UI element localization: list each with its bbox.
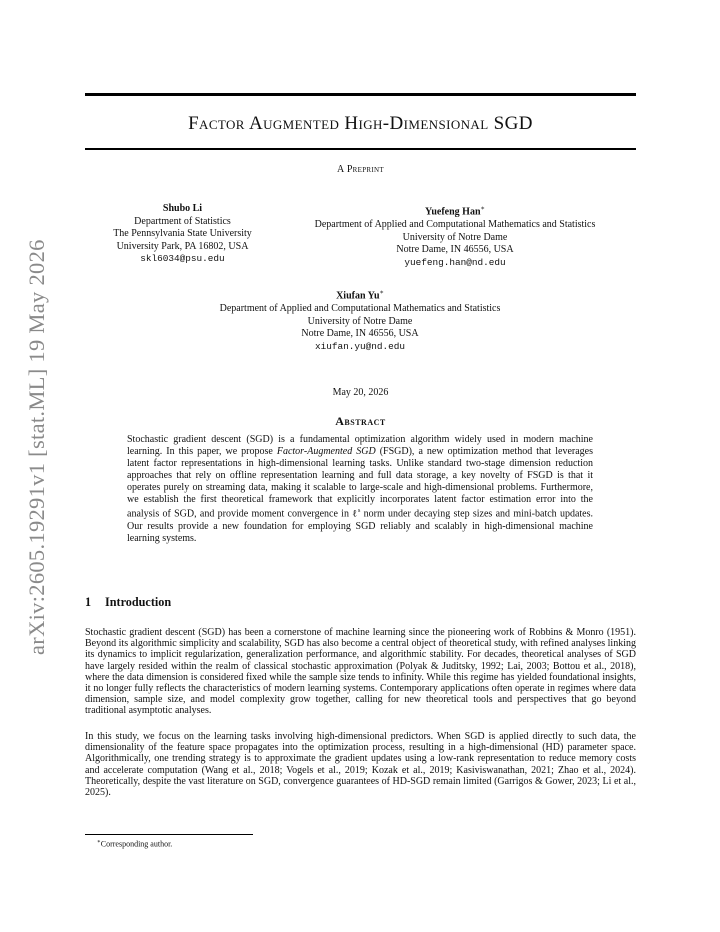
author-affiliation: Notre Dame, IN 46556, USA bbox=[396, 244, 514, 256]
section-heading: 1 Introduction bbox=[85, 595, 172, 609]
paper-date: May 20, 2026 bbox=[332, 387, 389, 398]
author-affiliation: Department of Applied and Computational Mathematics and Statistics bbox=[219, 302, 501, 314]
author-affiliation: Notre Dame, IN 46556, USA bbox=[301, 328, 419, 340]
abstract-text: Stochastic gradient descent (SGD) is a fundamental optimization algorithm widely used in modern machine learning. In this paper, we propose Factor-Augmented SGD (FSGD), a new optimization method that leverages latent factor representations in high-dimensional learning tasks. Unlike standard two-stage dimension reduction approaches that rely on offline representation learning and full data storage, a key novelty of FSGD is that it operates purely on streaming data, making it scalable to large-scale and high-dimensional problems. Furthermore, we establish the first theoretical framework that explicitly incorporates latent factor estimation error into the analysis of SGD, and provide moment convergence in ℓ$^s$ norm under decaying step sizes and mini-batch updates. Our results provide a new foundation for employing SGD reliably and scalably in high-dimensional machine learning systems. bbox=[127, 434, 593, 544]
author-name: Shubo Li bbox=[162, 203, 203, 214]
author-block-3 bbox=[150, 287, 570, 353]
author-affiliation: University Park, PA 16802, USA bbox=[116, 240, 249, 252]
preprint-label: A Preprint bbox=[337, 164, 384, 175]
author-affiliation: Department of Statistics bbox=[134, 215, 231, 227]
author-affiliation: Department of Applied and Computational Mathematics and Statistics bbox=[314, 218, 596, 230]
author-email[interactable]: skl6034@psu.edu bbox=[140, 253, 225, 265]
author-block-1 bbox=[80, 203, 285, 266]
author-affiliation: University of Notre Dame bbox=[307, 315, 413, 327]
footnote-rule bbox=[85, 834, 253, 835]
author-email[interactable]: yuefeng.han@nd.edu bbox=[404, 256, 506, 268]
title-bottom-rule bbox=[85, 148, 636, 150]
paragraph: In this study, we focus on the learning tasks involving high-dimensional predictors. When SGD is applied directly to such data, the dimensionality of the feature space propagates into the optimization process, resulting in a high-dimensional (HD) parameter space. Algorithmically, one trending strategy is to approximate the gradient updates using a low-rank representation to reduce memory costs and accelerate computation (Wang et al., 2018; Vogels et al., 2019; Kozak et al., 2019; Kasiviswanathan, 2021; Zhao et al., 2024). Theoretically, despite the vast literature on SGD, convergence guarantees of HD-SGD remain limited (Garrigos & Gower, 2023; Li et al., 2025). bbox=[85, 731, 636, 799]
author-affiliation: The Pennsylvania State University bbox=[113, 228, 252, 240]
footnote: ∗Corresponding author. bbox=[97, 839, 173, 849]
author-name: Yuefeng Han∗ bbox=[425, 205, 485, 218]
author-affiliation: University of Notre Dame bbox=[402, 231, 508, 243]
author-name: Xiufan Yu∗ bbox=[336, 289, 384, 302]
abstract-heading: Abstract bbox=[335, 414, 386, 428]
paragraph: Stochastic gradient descent (SGD) has been a cornerstone of machine learning since the pioneering work of Robbins & Monro (1951). Beyond its algorithmic simplicity and scalability, SGD has also become a central object of theoretical study, with refined analyses linking its dynamics to implicit regularization, generalization performance, and algorithmic stability. For decades, theoretical analyses of SGD have largely resided within the realm of classical stochastic approximation (Polyak & Juditsky, 1992; Lai, 2003; Bottou et al., 2018), where the data dimension is considered fixed while the sample size tends to infinity. While this regime has yielded foundational insights, it no longer fully reflects the characteristics of modern learning systems. Contemporary applications often operate in regimes where data dimension, sample size, and model complexity grow together, calling for new theoretical tools and perspectives that go beyond traditional asymptotic analyses. bbox=[85, 627, 636, 717]
author-email[interactable]: xiufan.yu@nd.edu bbox=[314, 340, 405, 352]
corresponding-mark: ∗ bbox=[480, 205, 485, 212]
author-block-2 bbox=[270, 203, 640, 269]
corresponding-mark: ∗ bbox=[379, 289, 384, 296]
paper-title: Factor Augmented High-Dimensional SGD bbox=[188, 113, 533, 134]
title-top-rule bbox=[85, 93, 636, 96]
arxiv-identifier-stamp: arXiv:2605.19291v1 [stat.ML] 19 May 2026 bbox=[24, 239, 49, 655]
